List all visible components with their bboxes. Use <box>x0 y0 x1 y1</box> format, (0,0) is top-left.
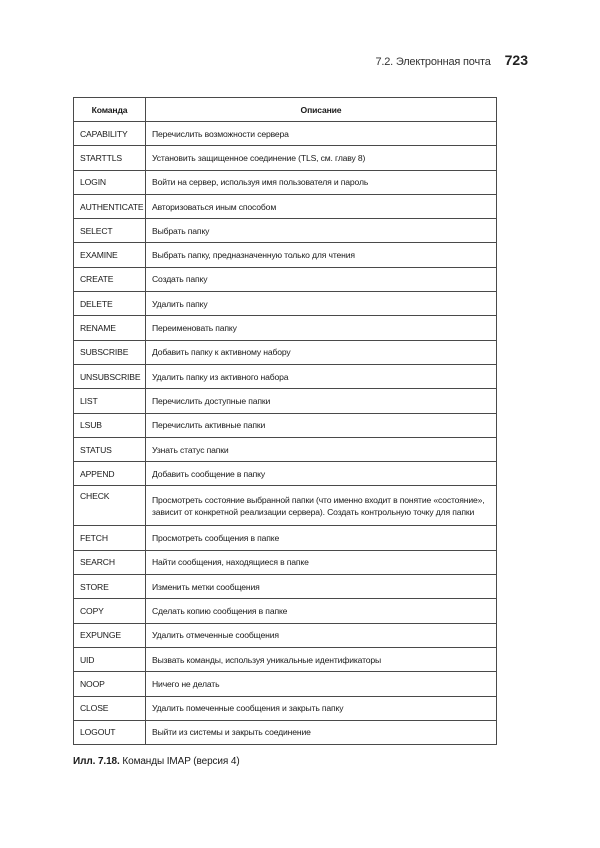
table-row <box>74 526 497 550</box>
command-cell: NOOP <box>74 672 146 696</box>
table-row <box>74 462 497 486</box>
description-cell: Авторизоваться иным способом <box>146 194 497 218</box>
column-header-description: Описание <box>146 98 497 122</box>
command-cell: CLOSE <box>74 696 146 720</box>
table-row <box>74 194 497 218</box>
table-row <box>74 720 497 744</box>
figure-caption <box>73 756 240 767</box>
table-row <box>74 292 497 316</box>
table-row <box>74 389 497 413</box>
caption-text: Команды IMAP (версия 4) <box>119 756 240 767</box>
table-row <box>74 696 497 720</box>
table-row <box>74 437 497 461</box>
command-cell: FETCH <box>74 526 146 550</box>
description-cell: Узнать статус папки <box>146 437 497 461</box>
description-cell: Создать папку <box>146 267 497 291</box>
running-head <box>375 52 528 68</box>
table-body <box>74 122 497 745</box>
command-cell: EXAMINE <box>74 243 146 267</box>
description-cell: Выбрать папку <box>146 219 497 243</box>
description-cell: Установить защищенное соединение (TLS, см. главу 8) <box>146 146 497 170</box>
table-row <box>74 340 497 364</box>
table-row <box>74 672 497 696</box>
command-cell: LOGIN <box>74 170 146 194</box>
command-cell: COPY <box>74 599 146 623</box>
table-row <box>74 219 497 243</box>
table-row <box>74 267 497 291</box>
command-cell: STORE <box>74 575 146 599</box>
command-cell: STARTTLS <box>74 146 146 170</box>
table-row <box>74 243 497 267</box>
table-row <box>74 122 497 146</box>
description-cell: Удалить папку <box>146 292 497 316</box>
description-cell: Выбрать папку, предназначенную только для чтения <box>146 243 497 267</box>
table-row <box>74 486 497 526</box>
command-cell: SELECT <box>74 219 146 243</box>
command-cell: EXPUNGE <box>74 623 146 647</box>
description-cell: Просмотреть состояние выбранной папки (что именно входит в понятие «состояние», зависит от конкретной реализации сервера). Создать контрольную точку для папки <box>146 486 497 526</box>
command-cell: APPEND <box>74 462 146 486</box>
table-row <box>74 170 497 194</box>
description-cell: Ничего не делать <box>146 672 497 696</box>
command-cell: UNSUBSCRIBE <box>74 364 146 388</box>
column-header-command: Команда <box>74 98 146 122</box>
description-cell: Изменить метки сообщения <box>146 575 497 599</box>
command-cell: SEARCH <box>74 550 146 574</box>
table-row <box>74 550 497 574</box>
command-cell: LIST <box>74 389 146 413</box>
description-cell: Войти на сервер, используя имя пользователя и пароль <box>146 170 497 194</box>
table-row <box>74 316 497 340</box>
description-cell: Переименовать папку <box>146 316 497 340</box>
description-cell: Добавить сообщение в папку <box>146 462 497 486</box>
page-number: 723 <box>504 52 528 68</box>
table-row <box>74 647 497 671</box>
table-row <box>74 146 497 170</box>
command-cell: UID <box>74 647 146 671</box>
description-cell: Перечислить доступные папки <box>146 389 497 413</box>
caption-label: Илл. 7.18. <box>73 756 120 767</box>
command-cell: CAPABILITY <box>74 122 146 146</box>
section-title: 7.2. Электронная почта <box>375 56 491 68</box>
description-cell: Вызвать команды, используя уникальные идентификаторы <box>146 647 497 671</box>
command-cell: AUTHENTICATE <box>74 194 146 218</box>
command-cell: CREATE <box>74 267 146 291</box>
command-cell: RENAME <box>74 316 146 340</box>
description-cell: Просмотреть сообщения в папке <box>146 526 497 550</box>
command-cell: SUBSCRIBE <box>74 340 146 364</box>
table-row <box>74 599 497 623</box>
description-cell: Выйти из системы и закрыть соединение <box>146 720 497 744</box>
command-cell: STATUS <box>74 437 146 461</box>
table-row <box>74 364 497 388</box>
command-cell: LOGOUT <box>74 720 146 744</box>
command-cell: DELETE <box>74 292 146 316</box>
description-cell: Найти сообщения, находящиеся в папке <box>146 550 497 574</box>
description-cell: Удалить отмеченные сообщения <box>146 623 497 647</box>
description-cell: Перечислить возможности сервера <box>146 122 497 146</box>
description-cell: Сделать копию сообщения в папке <box>146 599 497 623</box>
command-cell: CHECK <box>74 486 146 526</box>
imap-commands-table <box>73 97 497 745</box>
description-cell: Удалить помеченные сообщения и закрыть папку <box>146 696 497 720</box>
table-row <box>74 575 497 599</box>
table-row <box>74 413 497 437</box>
description-cell: Удалить папку из активного набора <box>146 364 497 388</box>
description-cell: Перечислить активные папки <box>146 413 497 437</box>
command-cell: LSUB <box>74 413 146 437</box>
table-row <box>74 623 497 647</box>
description-cell: Добавить папку к активному набору <box>146 340 497 364</box>
table-header-row <box>74 98 497 122</box>
